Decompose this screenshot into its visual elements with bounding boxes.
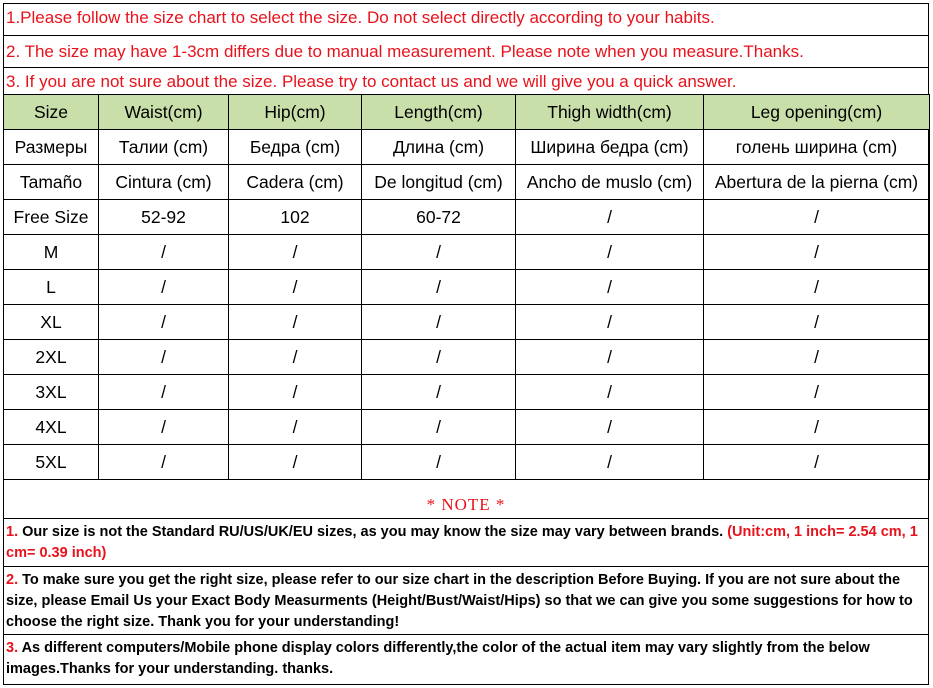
unit-conversion-note: (Unit:cm, 1 inch= 2.54 cm, 1 cm= 0.39 inch) xyxy=(6,524,918,561)
table-cell: 52-92 xyxy=(99,200,229,235)
note-number: 3. xyxy=(6,640,19,656)
divider xyxy=(3,566,929,567)
note-number: 2. xyxy=(6,572,19,588)
table-row xyxy=(4,235,930,270)
table-cell: / xyxy=(516,305,704,340)
table-cell: / xyxy=(516,375,704,410)
divider xyxy=(3,518,929,519)
table-cell: / xyxy=(704,235,930,270)
header-cell: Ancho de muslo (cm) xyxy=(516,165,704,200)
header-cell: Ширина бедра (cm) xyxy=(516,130,704,165)
table-cell: / xyxy=(362,270,516,305)
note-paragraph-2 xyxy=(6,570,924,633)
table-cell: / xyxy=(362,340,516,375)
header-cell: Leg opening(cm) xyxy=(704,95,930,130)
table-cell: / xyxy=(229,305,362,340)
table-row xyxy=(4,305,930,340)
table-cell: / xyxy=(229,375,362,410)
table-cell: / xyxy=(229,340,362,375)
divider xyxy=(3,35,929,36)
header-cell: Размеры xyxy=(4,130,99,165)
header-cell: Thigh width(cm) xyxy=(516,95,704,130)
header-cell: Size xyxy=(4,95,99,130)
table-cell: XL xyxy=(4,305,99,340)
header-cell: Abertura de la pierna (cm) xyxy=(704,165,930,200)
header-cell: Длина (cm) xyxy=(362,130,516,165)
table-cell: Free Size xyxy=(4,200,99,235)
table-cell: / xyxy=(362,235,516,270)
table-cell: 3XL xyxy=(4,375,99,410)
table-cell: / xyxy=(362,445,516,480)
header-cell: Waist(cm) xyxy=(99,95,229,130)
table-cell: / xyxy=(229,270,362,305)
table-cell: / xyxy=(704,340,930,375)
note-title: * NOTE * xyxy=(426,495,506,514)
table-cell: / xyxy=(362,410,516,445)
russian-header-row xyxy=(4,130,930,165)
top-note-3: 3. If you are not sure about the size. Please try to contact us and we will give you a quick answer. xyxy=(6,72,737,91)
table-cell: / xyxy=(99,445,229,480)
table-row xyxy=(4,270,930,305)
note-section xyxy=(3,491,929,685)
table-cell: / xyxy=(704,200,930,235)
note-text: Our size is not the Standard RU/US/UK/EU sizes, as you may know the size may vary between brands. xyxy=(18,524,724,540)
table-cell: / xyxy=(516,445,704,480)
table-cell: / xyxy=(99,375,229,410)
header-cell: Length(cm) xyxy=(362,95,516,130)
table-cell: M xyxy=(4,235,99,270)
table-cell: / xyxy=(704,375,930,410)
table-cell: / xyxy=(516,410,704,445)
table-row xyxy=(4,445,930,480)
table-cell: 5XL xyxy=(4,445,99,480)
table-cell: 102 xyxy=(229,200,362,235)
table-cell: / xyxy=(362,375,516,410)
table-cell: / xyxy=(229,235,362,270)
divider xyxy=(3,67,929,68)
table-cell: / xyxy=(516,235,704,270)
spanish-header-row xyxy=(4,165,930,200)
note-text: To make sure you get the right size, please refer to our size chart in the description Before Buying. If you are not sure about the size, please Email Us your Exact Body Measurments (Height/Bust/Waist/Hips) so that we can give you some suggestions for how to choose the right size. Thank you for your understanding! xyxy=(6,572,913,630)
table-row xyxy=(4,340,930,375)
table-row xyxy=(4,410,930,445)
note-paragraph-1 xyxy=(6,522,924,564)
table-cell: / xyxy=(99,340,229,375)
table-cell: / xyxy=(516,340,704,375)
header-cell: Cintura (cm) xyxy=(99,165,229,200)
table-cell: / xyxy=(99,270,229,305)
header-cell: Бедра (cm) xyxy=(229,130,362,165)
header-cell: Талии (cm) xyxy=(99,130,229,165)
table-cell: L xyxy=(4,270,99,305)
table-row xyxy=(4,200,930,235)
table-cell: / xyxy=(704,410,930,445)
table-cell: / xyxy=(229,445,362,480)
table-cell: 60-72 xyxy=(362,200,516,235)
size-chart-table xyxy=(3,94,930,480)
table-cell: / xyxy=(362,305,516,340)
table-cell: / xyxy=(704,445,930,480)
table-cell: / xyxy=(99,410,229,445)
divider xyxy=(3,634,929,635)
table-cell: / xyxy=(704,305,930,340)
top-note-2: 2. The size may have 1-3cm differs due to manual measurement. Please note when you measure.Thanks. xyxy=(6,42,804,61)
note-text: As different computers/Mobile phone display colors differently,the color of the actual item may vary slightly from the below images.Thanks for your understanding. thanks. xyxy=(6,640,870,677)
top-note-1: 1.Please follow the size chart to select the size. Do not select directly according to your habits. xyxy=(6,8,715,27)
table-cell: 4XL xyxy=(4,410,99,445)
header-cell: Hip(cm) xyxy=(229,95,362,130)
table-cell: / xyxy=(229,410,362,445)
table-cell: / xyxy=(704,270,930,305)
table-cell: / xyxy=(99,305,229,340)
note-paragraph-3 xyxy=(6,638,924,680)
header-cell: De longitud (cm) xyxy=(362,165,516,200)
header-cell: Cadera (cm) xyxy=(229,165,362,200)
table-row xyxy=(4,375,930,410)
header-cell: Tamaño xyxy=(4,165,99,200)
header-cell: голень ширина (cm) xyxy=(704,130,930,165)
table-cell: / xyxy=(99,235,229,270)
table-cell: / xyxy=(516,200,704,235)
note-number: 1. xyxy=(6,524,19,540)
table-cell: / xyxy=(516,270,704,305)
table-cell: 2XL xyxy=(4,340,99,375)
table-header-row xyxy=(4,95,930,130)
